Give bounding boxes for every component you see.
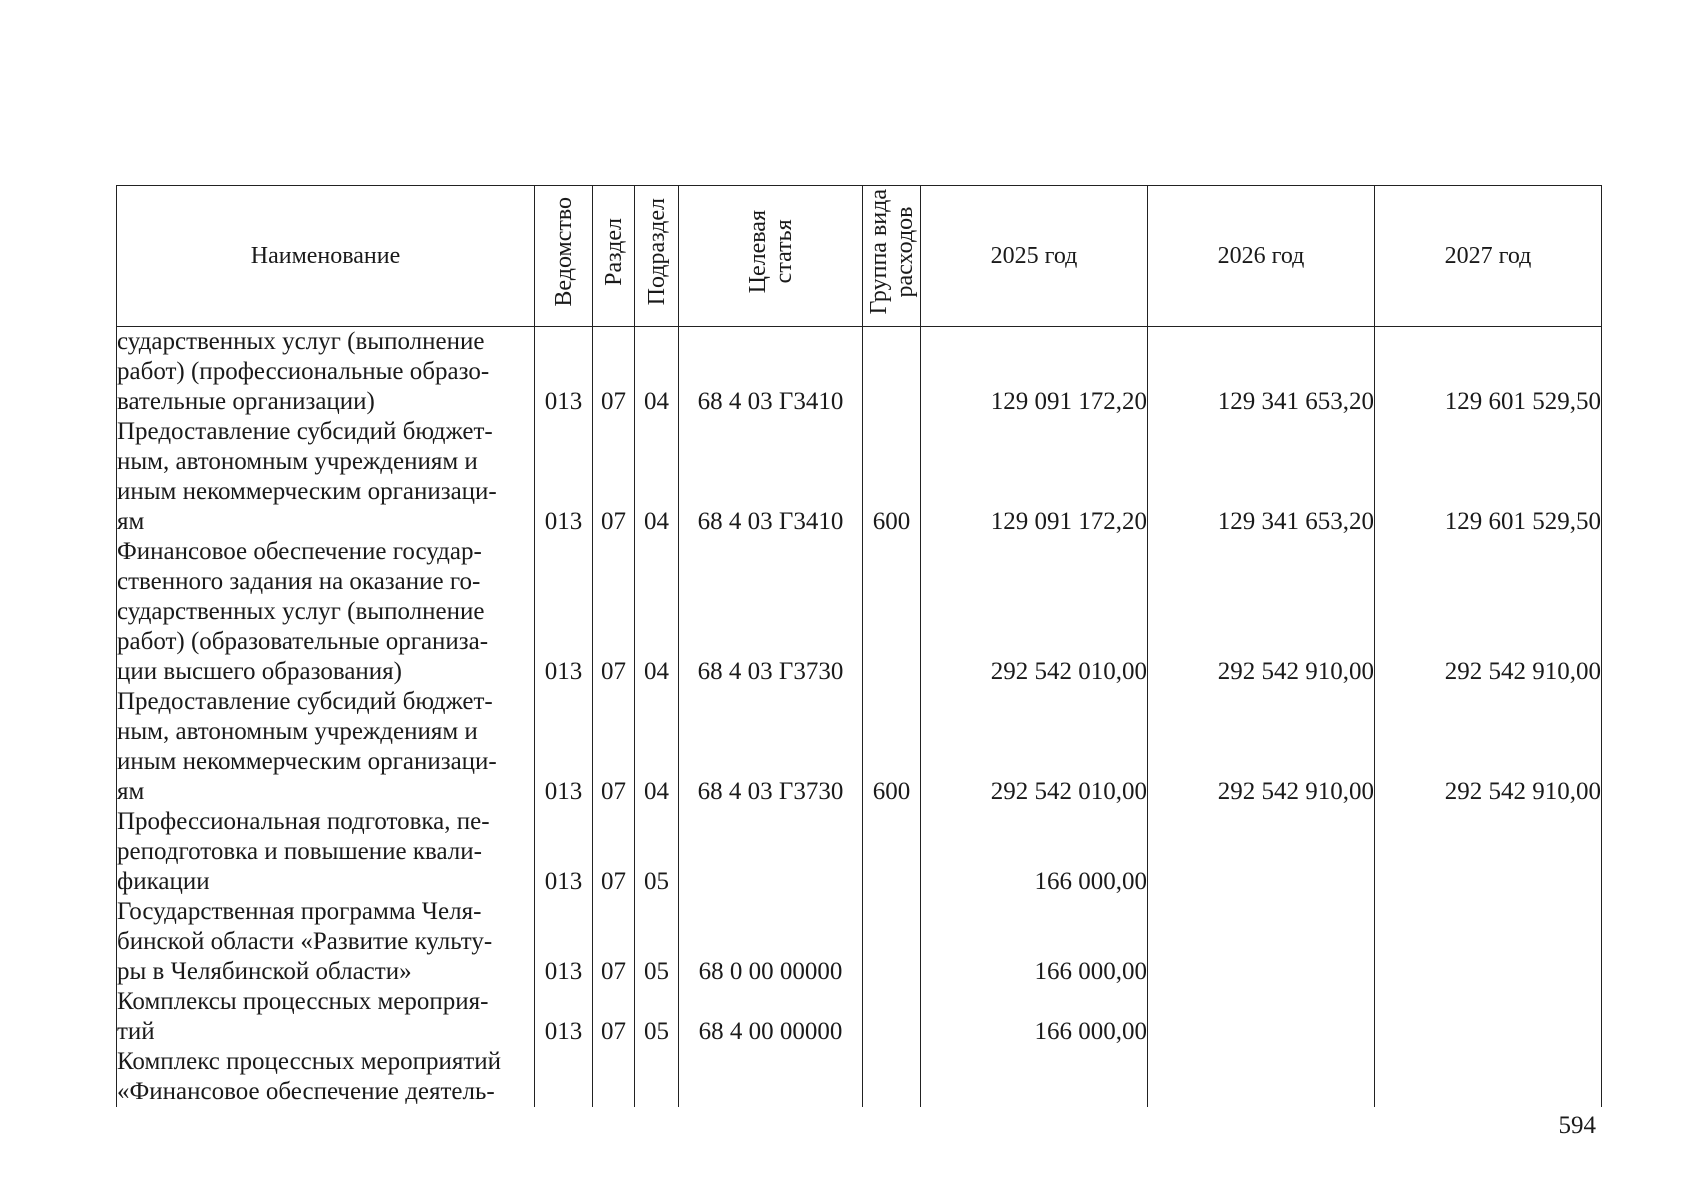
row-amount-2027: [1375, 1047, 1602, 1107]
row-department: 013: [535, 987, 593, 1047]
row-name: [117, 687, 535, 807]
table-row: [117, 897, 1602, 987]
header-section-label: Раздел: [600, 218, 627, 286]
row-name-line: ным, автономным учреждениям и: [117, 448, 478, 475]
row-target-article: [679, 1047, 863, 1107]
row-expense-group: 600: [863, 687, 921, 807]
row-amount-2025: 166 000,00: [921, 987, 1148, 1047]
row-amount-2027: 129 601 529,50: [1375, 417, 1602, 537]
row-expense-group: [863, 897, 921, 987]
row-amount-2026: 292 542 910,00: [1148, 687, 1375, 807]
header-name-label: Наименование: [250, 243, 401, 269]
header-target-line1: Целевая: [744, 210, 771, 294]
row-name-line: сударственных услуг (выполнение: [117, 598, 485, 625]
row-amount-2026: [1148, 807, 1375, 897]
row-name-line: Комплекс процессных мероприятий: [117, 1048, 502, 1075]
row-name-line: ным, автономным учреждениям и: [117, 718, 478, 745]
header-subsection-label: Подраздел: [643, 198, 670, 306]
row-name-line: работ) (образовательные организа-: [117, 628, 489, 655]
row-name-line: иным некоммерческим организаци-: [117, 748, 497, 775]
row-section: 07: [593, 987, 635, 1047]
row-expense-group: [863, 807, 921, 897]
header-target-article-label: [745, 210, 797, 293]
budget-table: [116, 185, 1602, 1107]
row-section: [593, 1047, 635, 1107]
row-department: [535, 1047, 593, 1107]
table-row: [117, 327, 1602, 418]
header-department-label: Ведомство: [550, 197, 577, 307]
row-department: 013: [535, 687, 593, 807]
table-row: [117, 1047, 1602, 1107]
row-amount-2026: 129 341 653,20: [1148, 417, 1375, 537]
table-header-row: [117, 186, 1602, 327]
row-target-article: 68 4 00 00000: [679, 987, 863, 1047]
header-year-2025-label: 2025 год: [990, 243, 1078, 269]
row-name-line: Предоставление субсидий бюджет-: [117, 688, 493, 715]
row-subsection: 05: [635, 807, 679, 897]
row-amount-2027: 129 601 529,50: [1375, 327, 1602, 418]
row-name-line: Профессиональная подготовка, пе-: [117, 808, 490, 835]
row-amount-2025: 292 542 010,00: [921, 537, 1148, 687]
header-expense-group: [863, 186, 921, 327]
row-amount-2026: [1148, 897, 1375, 987]
row-section: 07: [593, 807, 635, 897]
row-name-line: фикации: [117, 868, 210, 895]
row-amount-2027: [1375, 987, 1602, 1047]
header-year-2027: [1375, 186, 1602, 327]
row-amount-2025: [921, 1047, 1148, 1107]
row-department: 013: [535, 537, 593, 687]
row-expense-group: [863, 327, 921, 418]
row-name-line: тий: [117, 1018, 155, 1045]
row-amount-2027: [1375, 897, 1602, 987]
row-amount-2026: 129 341 653,20: [1148, 327, 1375, 418]
header-year-2026: [1148, 186, 1375, 327]
row-name-line: Финансовое обеспечение государ-: [117, 538, 482, 565]
table-row: [117, 537, 1602, 687]
row-amount-2025: 129 091 172,20: [921, 417, 1148, 537]
row-amount-2025: 292 542 010,00: [921, 687, 1148, 807]
row-target-article: 68 4 03 Г3410: [679, 417, 863, 537]
row-subsection: 04: [635, 417, 679, 537]
table-row: [117, 987, 1602, 1047]
row-name-line: сударственных услуг (выполнение: [117, 328, 485, 355]
row-department: 013: [535, 327, 593, 418]
header-year-2026-label: 2026 год: [1217, 243, 1305, 269]
row-amount-2027: 292 542 910,00: [1375, 687, 1602, 807]
page-number: 594: [1558, 1112, 1596, 1139]
row-name-line: Предоставление субсидий бюджет-: [117, 418, 493, 445]
header-year-2025: [921, 186, 1148, 327]
row-amount-2025: 166 000,00: [921, 897, 1148, 987]
row-name-line: работ) (профессиональные образо-: [117, 358, 490, 385]
table-row: [117, 687, 1602, 807]
table-row: [117, 807, 1602, 897]
header-year-2027-label: 2027 год: [1444, 243, 1532, 269]
header-name: [117, 186, 535, 327]
row-subsection: [635, 1047, 679, 1107]
row-amount-2027: [1375, 807, 1602, 897]
row-department: 013: [535, 897, 593, 987]
row-name-line: Комплексы процессных мероприя-: [117, 988, 489, 1015]
row-name: [117, 897, 535, 987]
row-name: [117, 1047, 535, 1107]
header-expense-line2: расходов: [891, 206, 918, 298]
row-expense-group: 600: [863, 417, 921, 537]
row-expense-group: [863, 987, 921, 1047]
row-subsection: 05: [635, 897, 679, 987]
row-department: 013: [535, 417, 593, 537]
row-expense-group: [863, 537, 921, 687]
header-subsection: [635, 186, 679, 327]
header-expense-line1: Группа вида: [865, 189, 892, 315]
row-section: 07: [593, 687, 635, 807]
row-amount-2026: [1148, 987, 1375, 1047]
row-amount-2025: 129 091 172,20: [921, 327, 1148, 418]
header-target-article: [679, 186, 863, 327]
row-amount-2026: [1148, 1047, 1375, 1107]
row-name-line: «Финансовое обеспечение деятель-: [117, 1078, 495, 1105]
row-name-line: иным некоммерческим организаци-: [117, 478, 497, 505]
row-name: [117, 807, 535, 897]
row-amount-2026: 292 542 910,00: [1148, 537, 1375, 687]
row-target-article: 68 4 03 Г3730: [679, 537, 863, 687]
row-section: 07: [593, 417, 635, 537]
row-section: 07: [593, 327, 635, 418]
row-target-article: 68 4 03 Г3730: [679, 687, 863, 807]
row-section: 07: [593, 537, 635, 687]
row-name-line: ственного задания на оказание го-: [117, 568, 481, 595]
row-department: 013: [535, 807, 593, 897]
table-row: [117, 417, 1602, 537]
row-name-line: ям: [117, 778, 145, 805]
header-expense-group-label: [866, 189, 918, 314]
row-subsection: 04: [635, 687, 679, 807]
row-name: [117, 987, 535, 1047]
row-target-article: 68 4 03 Г3410: [679, 327, 863, 418]
row-subsection: 04: [635, 537, 679, 687]
row-expense-group: [863, 1047, 921, 1107]
row-subsection: 05: [635, 987, 679, 1047]
row-name: [117, 417, 535, 537]
row-subsection: 04: [635, 327, 679, 418]
header-department: [535, 186, 593, 327]
header-target-line2: статья: [770, 220, 797, 284]
row-amount-2025: 166 000,00: [921, 807, 1148, 897]
header-section: [593, 186, 635, 327]
row-name-line: бинской области «Развитие культу-: [117, 928, 493, 955]
row-name: [117, 327, 535, 418]
row-name: [117, 537, 535, 687]
row-name-line: ры в Челябинской области»: [117, 958, 412, 985]
row-name-line: ям: [117, 508, 145, 535]
row-name-line: реподготовка и повышение квали-: [117, 838, 482, 865]
row-target-article: 68 0 00 00000: [679, 897, 863, 987]
row-name-line: Государственная программа Челя-: [117, 898, 482, 925]
row-target-article: [679, 807, 863, 897]
row-amount-2027: 292 542 910,00: [1375, 537, 1602, 687]
row-section: 07: [593, 897, 635, 987]
row-name-line: ции высшего образования): [117, 658, 403, 685]
row-name-line: вательные организации): [117, 388, 375, 415]
